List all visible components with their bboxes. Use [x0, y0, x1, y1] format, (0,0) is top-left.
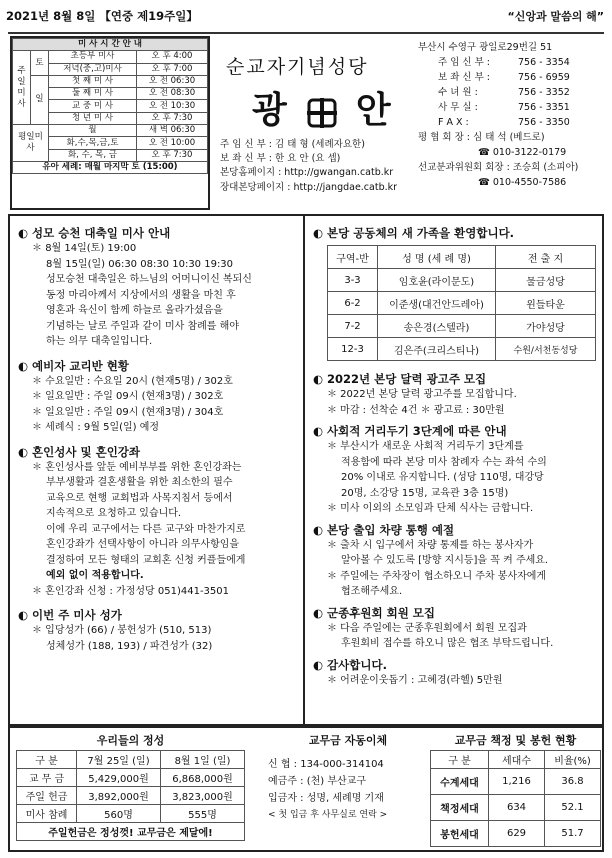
- parking-line: ＊ 주일에는 주차장이 협소하오니 주차 봉사자에게: [327, 570, 547, 582]
- mass-time: 오 전 08:30: [136, 88, 207, 100]
- mass-name: 저녁(중,고)미사: [49, 63, 137, 75]
- contact-phone: 756 - 3354: [518, 57, 570, 68]
- contact-phone: 756 - 6959: [518, 72, 570, 83]
- mass-day: 화,수,목,금,토: [49, 137, 137, 149]
- table-row: 12-3 김은주(크리스티나) 수원/서천동성당: [328, 338, 596, 361]
- assumption-title: ◐ 성모 승천 대축일 미사 안내: [18, 226, 171, 240]
- table-header: 전 출 지: [496, 246, 596, 269]
- catechumen-line: ＊ 세례식 : 9월 5일(일) 예정: [32, 422, 160, 433]
- assumption-line: 하는 의무 대축일입니다.: [46, 336, 153, 347]
- auto-transfer: [268, 732, 428, 824]
- hymn-line: 성체성가 (188, 193) / 파견성가 (32): [46, 640, 213, 652]
- bottom-panel: [8, 726, 604, 852]
- table-row: 주일 헌금 3,892,000원 3,823,000원: [17, 787, 245, 805]
- church-name: 순교자기념성당: [226, 56, 369, 78]
- sunday-mass-label: 주일미사: [13, 51, 31, 125]
- bank-line: < 첫 입금 후 사무실로 연락 >: [268, 810, 388, 820]
- assumption-line: 영혼과 육신이 함께 하늘로 올라가셨음을: [46, 305, 223, 316]
- thanks-title: ◐ 감사합니다.: [313, 657, 387, 672]
- table-header: 구 분: [431, 751, 489, 769]
- jangdae-link[interactable]: 장대본당페이지 : http://jangdae.catb.kr: [220, 181, 398, 193]
- sun-label: 일: [31, 75, 49, 124]
- parking-title: ◐ 본당 출입 차량 통행 예절: [313, 522, 455, 537]
- catechumen-line: ＊ 일요일반 : 주일 09시 (현재3명) / 302호: [32, 391, 224, 402]
- marriage-line: 혼인강좌가 선택사항이 아니라 의무사항임을: [46, 539, 240, 550]
- homepage-link[interactable]: 본당홈페이지 : http://gwangan.catb.kr: [220, 167, 394, 179]
- distancing-line: ＊ 미사 이외의 소모임과 단체 식사는 금합니다.: [327, 503, 534, 514]
- catechumen-line: ＊ 수요일반 : 수요일 20시 (현재5명) / 302호: [32, 375, 233, 387]
- offering-note: 주일헌금은 정성껏! 교무금은 제달에!: [17, 823, 245, 841]
- marriage-apply: ＊ 혼인강좌 신청 : 가정성당 051)441-3501: [32, 585, 229, 597]
- contact-label: 사 무 실 :: [438, 102, 478, 113]
- marriage-title: ◐ 혼인성사 및 혼인강좌: [18, 444, 141, 459]
- mass-time: 오 전 06:30: [136, 75, 207, 87]
- table-row: 수계세대 1,216 36.8: [431, 769, 601, 795]
- pastor: 주 임 신 부 : 김 태 형 (세례자요한): [220, 139, 365, 150]
- calendar-line: ＊ 마감 : 선착순 4건 ＊ 광고료 : 30만원: [327, 404, 505, 416]
- bank-line: 예금주 : (천) 부산교구: [268, 776, 366, 787]
- mass-schedule-title: 미 사 시 간 안 내: [13, 39, 208, 51]
- mass-name: 초등부 미사: [49, 51, 137, 63]
- contact-label: F A X :: [438, 117, 469, 128]
- auto-transfer-title: 교무금 자동이체: [308, 734, 388, 747]
- hymn-line: ＊ 입당성가 (66) / 봉헌성가 (510, 513): [32, 625, 212, 636]
- right-column: [305, 214, 604, 726]
- thanks-line: ＊ 어려운이웃돕기 : 고혜경(라헬) 5만원: [327, 674, 503, 686]
- table-header: 7월 25일 (일): [77, 751, 161, 769]
- mass-time: 오 후 7:30: [136, 149, 207, 161]
- contact-phone: 756 - 3351: [518, 102, 570, 113]
- table-header: 8월 1일 (일): [161, 751, 245, 769]
- marriage-line: 지속적으로 요청하고 있습니다.: [46, 508, 182, 519]
- infant-baptism: 유아 세례: 매월 마지막 토 (15:00): [13, 161, 208, 173]
- church-info: [220, 138, 397, 195]
- military-line: 후원회비 접수를 하오니 많은 협조 부탁드립니다.: [341, 638, 554, 649]
- table-header: 성 명 (세 례 명): [378, 246, 496, 269]
- weekday-mass-label: 평일미사: [13, 125, 49, 162]
- mass-time: 오 후 7:30: [136, 112, 207, 124]
- contact-label: 수 녀 원 :: [438, 87, 478, 98]
- military-line: ＊ 다음 주일에는 군종후원회에서 회원 모집과: [327, 622, 527, 634]
- table-header: 구 분: [17, 751, 77, 769]
- marriage-line: 교육으로 현행 교회법과 사목지침서 등에서: [46, 492, 233, 504]
- church-emblem-icon: [305, 96, 339, 130]
- distancing-line: 20% 이내로 유지합니다. (성당 110명, 대강당: [341, 472, 544, 483]
- marriage-line: 예외 없이 적용합니다.: [46, 570, 144, 581]
- hymns-title: ◐ 이번 주 미사 성가: [18, 608, 122, 622]
- assumption-line: ＊ 8월 14일(토) 19:00: [32, 243, 137, 254]
- table-row: 3-3 임호윤(라이문도) 물금성당: [328, 269, 596, 292]
- address: 부산시 수영구 광일로29번길 51: [418, 42, 553, 53]
- year-motto: “신앙과 말씀의 해”: [507, 10, 604, 23]
- distancing-line: ＊ 부산시가 새로운 사회적 거리두기 3단계를: [327, 441, 524, 452]
- contact-label: 주 임 신 부 :: [438, 57, 490, 68]
- mass-day: 화, 수, 목, 금: [49, 149, 137, 161]
- military-title: ◐ 군종후원회 회원 모집: [313, 605, 436, 620]
- sat-label: 토: [31, 51, 49, 76]
- tithe-status-table: [430, 732, 601, 847]
- marriage-line: 결정하여 모든 형태의 교회혼 신청 커플들에게: [46, 554, 246, 566]
- mission-president: 선교분과위원회 회장 : 조승희 (소피아): [418, 162, 579, 173]
- distancing-line: 20명, 소강당 15명, 교육관 3층 15명): [341, 487, 509, 499]
- offering-title: 우리들의 정성: [96, 734, 165, 747]
- mass-day: 월: [49, 125, 137, 137]
- mass-time: 오 전 10:00: [136, 137, 207, 149]
- council-president: 평 협 회 장 : 심 태 석 (베드로): [418, 132, 545, 143]
- marriage-line: 이에 우리 교구에서는 다른 교구와 마찬가지로: [46, 523, 246, 535]
- mass-time: 오 전 10:30: [136, 100, 207, 112]
- contact-info: [418, 40, 608, 190]
- logo-right-char: 안: [355, 89, 393, 131]
- table-row: 봉헌세대 629 51.7: [431, 821, 601, 847]
- table-header: 세대수: [489, 751, 545, 769]
- marriage-line: 부부생활과 결혼생활을 위한 최소한의 필수: [46, 477, 233, 488]
- bank-line: 신 협 : 134-000-314104: [268, 759, 384, 770]
- distancing-line: 적용함에 따라 본당 미사 참례자 수는 좌석 수의: [341, 456, 547, 468]
- left-column: [8, 214, 305, 726]
- parking-line: 알아볼 수 있도록 [방향 지시등]을 꼭 켜 주세요.: [341, 555, 549, 566]
- mass-name: 둘 째 미 사: [49, 88, 137, 100]
- mass-name: 교 중 미 사: [49, 100, 137, 112]
- table-row: 미사 참례 560명 555명: [17, 805, 245, 823]
- distancing-title: ◐ 사회적 거리두기 3단계에 따른 안내: [313, 424, 507, 438]
- mass-time: 오 후 4:00: [136, 51, 207, 63]
- bank-line: 입금자 : 성명, 세례명 기재: [268, 793, 384, 804]
- mass-schedule: [10, 36, 210, 210]
- council-phone: ☎ 010-3122-0179: [478, 147, 567, 158]
- bulletin-date: 2021년 8월 8일 【연중 제19주일】: [6, 9, 198, 23]
- table-row: 교 무 금 5,429,000원 6,868,000원: [17, 769, 245, 787]
- parking-line: ＊ 출차 시 입구에서 차량 통제를 하는 봉사자가: [327, 539, 534, 551]
- assistant-priest: 보 좌 신 부 : 한 요 안 (요 셉): [220, 153, 341, 165]
- mass-name: 청 년 미 사: [49, 112, 137, 124]
- tithe-title: 교무금 책정 및 봉헌 현황: [454, 734, 577, 747]
- calendar-title: ◐ 2022년 본당 달력 광고주 모집: [313, 372, 487, 386]
- parking-line: 협조해주세요.: [341, 586, 403, 597]
- mission-phone: ☎ 010-4550-7586: [478, 177, 567, 188]
- table-row: 6-2 이준생(대건안드레아) 윈들타운: [328, 292, 596, 315]
- mass-name: 첫 째 미 사: [49, 75, 137, 87]
- mass-time: 오 후 7:00: [136, 63, 207, 75]
- new-family-table: [313, 245, 596, 361]
- table-header: 비율(%): [545, 751, 601, 769]
- table-row: 7-2 송은경(스텔라) 가야성당: [328, 315, 596, 338]
- assumption-line: 8월 15일(일) 06:30 08:30 10:30 19:30: [46, 258, 234, 270]
- table-row: 책정세대 634 52.1: [431, 795, 601, 821]
- contact-label: 보 좌 신 부 :: [438, 72, 490, 83]
- logo-left-char: 광: [252, 89, 289, 131]
- contact-phone: 756 - 3350: [518, 117, 570, 128]
- offering-table: [16, 732, 245, 841]
- church-logo-title: [252, 82, 393, 133]
- catechumen-title: ◐ 예비자 교리반 현황: [18, 358, 129, 373]
- mass-time: 새 벽 06:30: [136, 125, 207, 137]
- assumption-line: 동정 마리아께서 지상에서의 생활을 마친 후: [46, 289, 236, 301]
- contact-phone: 756 - 3352: [518, 87, 570, 98]
- calendar-line: ＊ 2022년 본당 달력 광고주를 모집합니다.: [327, 389, 517, 400]
- catechumen-line: ＊ 일요일반 : 주일 09시 (현재3명) / 304호: [32, 406, 224, 418]
- assumption-line: 성모승천 대축일은 하느님의 어머니이신 복되신: [46, 274, 252, 285]
- table-header: 구역-반: [328, 246, 378, 269]
- marriage-line: ＊ 혼인성사를 앞둔 예비부부를 위한 혼인강좌는: [32, 461, 242, 473]
- new-family-title: ◐ 본당 공동체의 새 가족을 환영합니다.: [313, 226, 515, 240]
- assumption-line: 기념하는 날로 주일과 같이 미사 참례를 해야: [46, 320, 239, 332]
